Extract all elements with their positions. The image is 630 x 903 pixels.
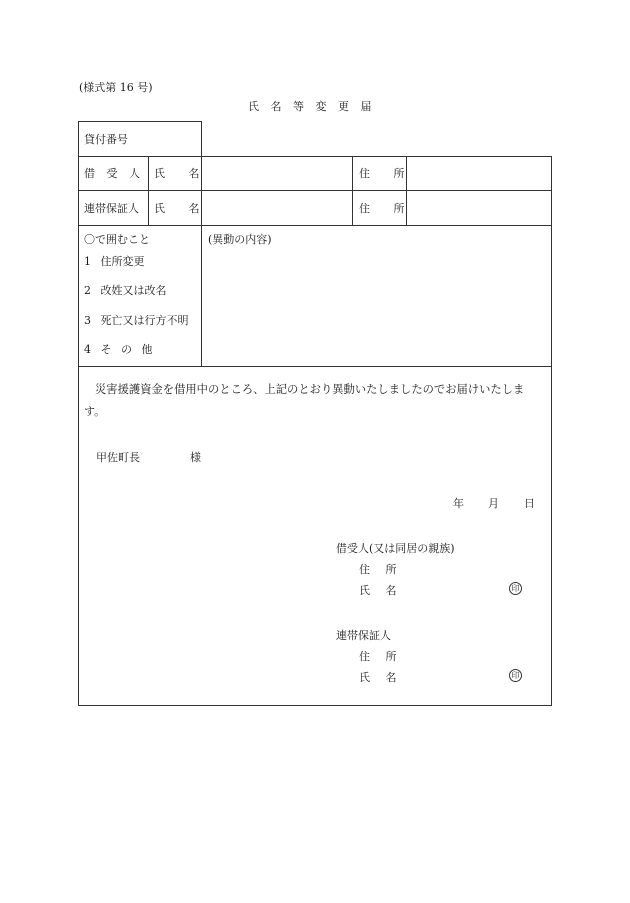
guarantor-name-label: 氏 名 — [154, 202, 210, 215]
seal-borrower: 印 — [509, 582, 522, 595]
circle-instruction: 〇で囲むこと — [84, 233, 150, 246]
declaration-line-1: 災害援護資金を借用中のところ、上記のとおり異動いたしましたのでお届けいたしま — [95, 383, 525, 396]
col-divider-role — [148, 156, 149, 226]
option-address-change: 1 住所変更 — [84, 255, 145, 268]
borrower-label: 借 受 人 — [84, 167, 144, 180]
loan-number-box-right — [201, 121, 202, 157]
guarantor-heading: 連帯保証人 — [336, 629, 391, 642]
borrower-heading: 借受人(又は同居の親族) — [336, 542, 455, 555]
form-number: (様式第 16 号) — [79, 81, 153, 94]
page-title: 氏 名 等 変 更 届 — [248, 100, 376, 113]
signer-borrower-address: 住 所 — [359, 563, 403, 576]
change-details-label: (異動の内容) — [208, 233, 272, 246]
date-year: 年 — [453, 497, 464, 510]
loan-number-box-left — [78, 121, 79, 157]
signer-borrower-name: 氏 名 — [359, 584, 403, 597]
addressee: 甲佐町長 — [96, 451, 140, 464]
guarantor-address-label: 住 所 — [359, 202, 415, 215]
row-divider-2 — [78, 225, 552, 226]
option-name-change: 2 改姓又は改名 — [84, 284, 167, 297]
borrower-name-label: 氏 名 — [154, 167, 210, 180]
col-divider-address-label — [352, 156, 353, 226]
seal-guarantor: 印 — [509, 669, 522, 682]
signer-guarantor-name: 氏 名 — [359, 671, 403, 684]
col-divider-name — [201, 156, 202, 367]
row-divider-3 — [78, 366, 552, 367]
option-death-missing: 3 死亡又は行方不明 — [84, 314, 189, 327]
borrower-address-label: 住 所 — [359, 167, 415, 180]
date-day: 日 — [524, 497, 535, 510]
guarantor-label: 連帯保証人 — [84, 202, 139, 215]
loan-number-label: 貸付番号 — [84, 133, 128, 146]
loan-number-box-top — [78, 121, 202, 122]
addressee-honorific: 様 — [190, 451, 201, 464]
signer-guarantor-address: 住 所 — [359, 650, 403, 663]
declaration-line-2: す。 — [84, 405, 106, 418]
row-divider-1 — [78, 190, 552, 191]
option-other: 4 そ の 他 — [84, 343, 153, 356]
date-month: 月 — [488, 497, 499, 510]
